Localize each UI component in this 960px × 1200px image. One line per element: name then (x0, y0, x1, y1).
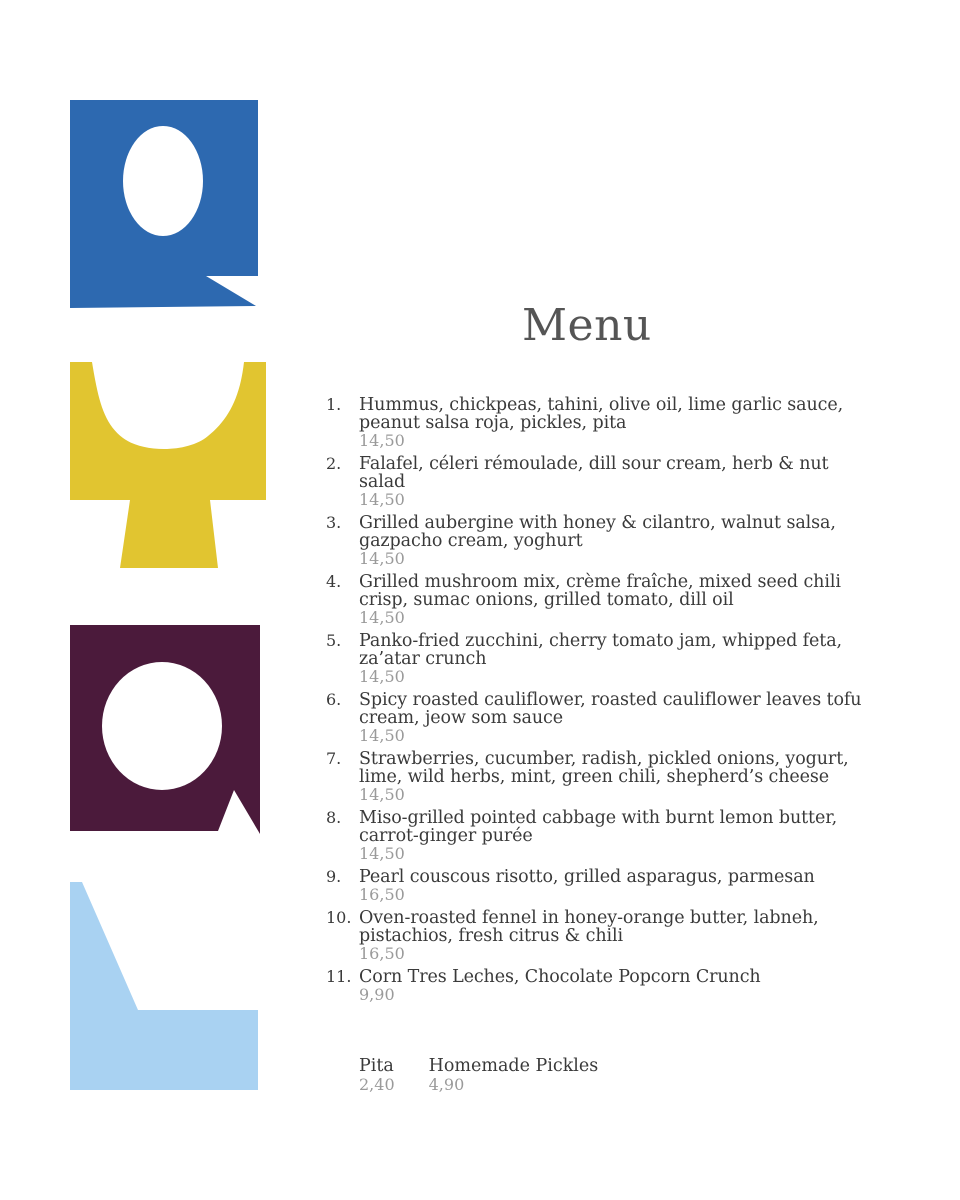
item-number: 3. (326, 513, 342, 532)
menu-item (322, 573, 862, 627)
menu-item (322, 968, 862, 1004)
item-description: Spicy roasted cauliflower, roasted cauliflower leaves tofu cream, jeow som sauce (359, 690, 862, 728)
extra-name: Homemade Pickles (428, 1056, 599, 1076)
item-description: Oven-roasted fennel in honey-orange butter, labneh, pistachios, fresh citrus & chili (359, 908, 819, 946)
menu-item (322, 514, 862, 568)
item-description: Miso-grilled pointed cabbage with burnt lemon butter, carrot-ginger purée (359, 808, 838, 846)
item-price: 14,50 (359, 844, 405, 863)
menu-title: Menu (522, 300, 652, 351)
item-number: 1. (326, 395, 342, 414)
menu-item (322, 691, 862, 745)
item-description: Corn Tres Leches, Chocolate Popcorn Crunch (359, 967, 761, 987)
item-description: Strawberries, cucumber, radish, pickled onions, yogurt, lime, wild herbs, mint, green chili, shepherd’s cheese (359, 749, 849, 787)
blue-block-hole (123, 126, 203, 236)
extra-item (359, 1057, 395, 1094)
yellow-letter-shape (70, 362, 266, 568)
item-description: Hummus, chickpeas, tahini, olive oil, lime garlic sauce, peanut salsa roja, pickles, pita (359, 395, 844, 433)
menu-item (322, 750, 862, 804)
menu-item (322, 909, 862, 963)
item-number: 9. (326, 867, 342, 886)
item-number: 10. (326, 908, 352, 927)
plum-block-hole (102, 662, 222, 790)
menu-item (322, 455, 862, 509)
item-price: 14,50 (359, 431, 405, 450)
item-price: 14,50 (359, 785, 405, 804)
item-number: 2. (326, 454, 342, 473)
extra-price: 4,90 (428, 1075, 465, 1094)
blue-letter-shape (70, 100, 258, 308)
item-price: 14,50 (359, 726, 405, 745)
item-number: 4. (326, 572, 342, 591)
extra-name: Pita (359, 1056, 394, 1076)
item-number: 6. (326, 690, 342, 709)
item-number: 7. (326, 749, 342, 768)
item-description: Falafel, céleri rémoulade, dill sour cream, herb & nut salad (359, 454, 829, 492)
restaurant-logo (68, 98, 268, 1098)
item-description: Panko-fried zucchini, cherry tomato jam, whipped feta, za’atar crunch (359, 631, 843, 669)
menu-list (322, 396, 862, 1009)
menu-item (322, 809, 862, 863)
item-number: 5. (326, 631, 342, 650)
extra-price: 2,40 (359, 1075, 395, 1094)
item-price: 14,50 (359, 549, 405, 568)
menu-item (322, 868, 862, 904)
item-description: Grilled mushroom mix, crème fraîche, mixed seed chili crisp, sumac onions, grilled tomato, dill oil (359, 572, 841, 610)
light-blue-block (70, 882, 258, 1090)
item-price: 9,90 (359, 985, 395, 1004)
extras-row (359, 1057, 598, 1094)
extra-item (429, 1057, 599, 1094)
yellow-block (70, 362, 266, 568)
plum-letter-shape (70, 625, 260, 834)
item-price: 14,50 (359, 490, 405, 509)
item-description: Grilled aubergine with honey & cilantro, walnut salsa, gazpacho cream, yoghurt (359, 513, 836, 551)
menu-item (322, 632, 862, 686)
item-price: 14,50 (359, 608, 405, 627)
menu-item (322, 396, 862, 450)
item-description: Pearl couscous risotto, grilled asparagus, parmesan (359, 867, 815, 887)
item-number: 8. (326, 808, 342, 827)
item-number: 11. (326, 967, 352, 986)
light-blue-letter-shape (70, 882, 258, 1090)
item-price: 14,50 (359, 667, 405, 686)
item-price: 16,50 (359, 944, 405, 963)
item-price: 16,50 (359, 885, 405, 904)
